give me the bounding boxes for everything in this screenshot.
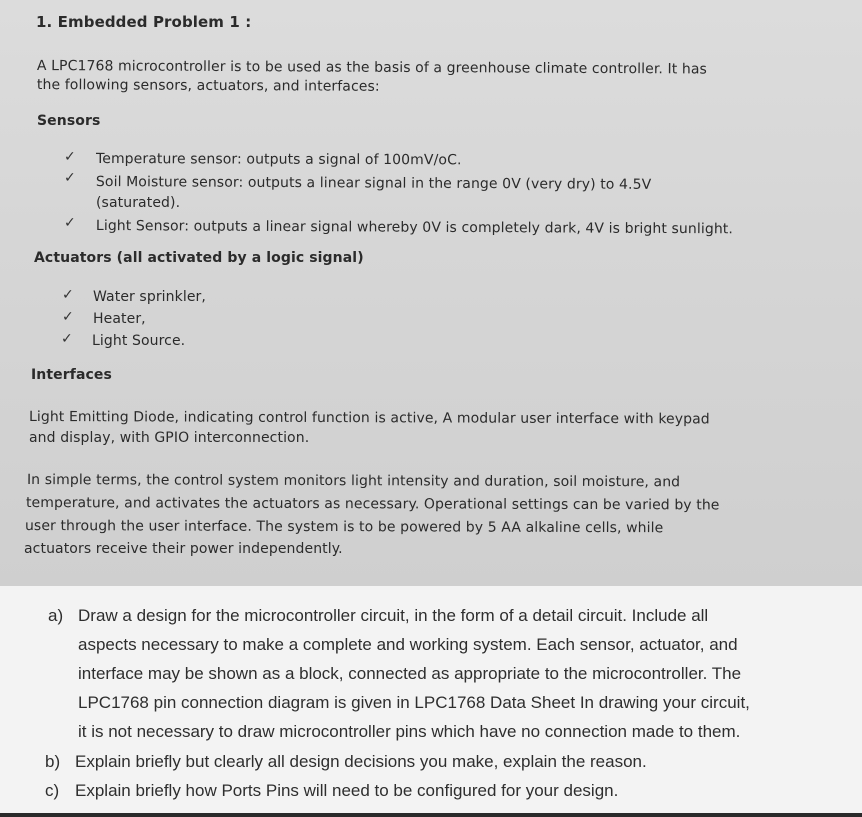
check-icon: ✓ (64, 149, 76, 165)
actuators-heading: Actuators (all activated by a logic signal) (34, 250, 364, 266)
sensor-item-temperature: Temperature sensor: outputs a signal of 100mV/oC. (95, 151, 462, 169)
summary-line-4: actuators receive their power independently. (24, 541, 343, 557)
sensor-item-soil-moisture-cont: (saturated). (96, 195, 181, 211)
interfaces-line-2: and display, with GPIO interconnection. (29, 430, 310, 446)
actuator-item-sprinkler: Water sprinkler, (93, 289, 206, 305)
summary-line-2: temperature, and activates the actuators as necessary. Operational settings can be varied by the (25, 495, 720, 514)
intro-line-2: the following sensors, actuators, and interfaces: (36, 76, 380, 95)
actuator-item-heater: Heater, (93, 311, 146, 327)
question-a-line-1: Draw a design for the microcontroller circuit, in the form of a detail circuit. Include all (78, 606, 709, 625)
summary-line-1: In simple terms, the control system monitors light intensity and duration, soil moisture, and (26, 472, 681, 491)
interfaces-line-1: Light Emitting Diode, indicating control function is active, A modular user interface with keypad (28, 409, 710, 428)
check-icon: ✓ (62, 287, 74, 303)
check-icon: ✓ (64, 170, 76, 186)
summary-line-3: user through the user interface. The system is to be powered by 5 AA alkaline cells, while (24, 518, 664, 537)
question-c-text: Explain briefly how Ports Pins will need to be configured for your design. (75, 781, 619, 800)
interfaces-heading: Interfaces (31, 367, 112, 383)
question-c-label: c) (45, 781, 60, 800)
question-a-line-4: LPC1768 pin connection diagram is given in LPC1768 Data Sheet In drawing your circuit, (78, 693, 750, 712)
sensor-item-soil-moisture: Soil Moisture sensor: outputs a linear signal in the range 0V (very dry) to 4.5V (95, 173, 652, 193)
bottom-edge (0, 813, 862, 817)
question-a-line-3: interface may be shown as a block, connected as appropriate to the microcontroller. The (78, 664, 742, 683)
check-icon: ✓ (62, 309, 74, 325)
question-a-line-5: it is not necessary to draw microcontroller pins which have no connection made to them. (78, 722, 741, 741)
check-icon: ✓ (61, 331, 73, 347)
sensors-heading: Sensors (37, 113, 101, 129)
actuator-item-light-source: Light Source. (92, 333, 186, 349)
problem-title: 1. Embedded Problem 1 : (36, 13, 252, 31)
questions-section (0, 586, 862, 813)
question-a-line-2: aspects necessary to make a complete and working system. Each sensor, actuator, and (78, 635, 738, 654)
intro-line-1: A LPC1768 microcontroller is to be used as the basis of a greenhouse climate controller. It has (36, 57, 707, 78)
check-icon: ✓ (64, 215, 76, 231)
question-a-label: a) (48, 606, 64, 625)
question-b-label: b) (45, 752, 61, 771)
sensor-item-light: Light Sensor: outputs a linear signal whereby 0V is completely dark, 4V is bright sunlight. (95, 217, 734, 238)
question-b-text: Explain briefly but clearly all design decisions you make, explain the reason. (75, 752, 647, 771)
